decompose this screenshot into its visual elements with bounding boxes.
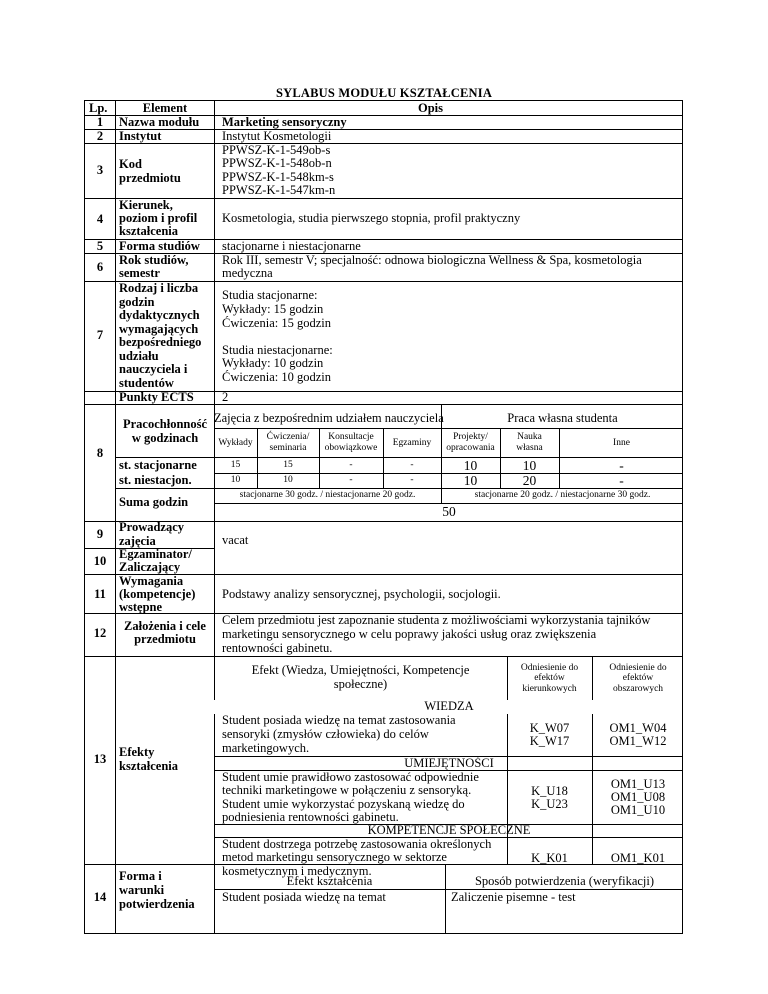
contact-hours-sum: stacjonarne 30 godz. / niestacjonarne 20 godz. bbox=[239, 490, 416, 500]
hours-value: Ćwiczenia: 15 godzin bbox=[222, 316, 331, 330]
effects-header: Efekt (Wiedza, Umiejętności, Kompetencje bbox=[251, 663, 470, 677]
row-14-label: warunki bbox=[119, 883, 165, 897]
skills-area-ref: OM1_U10 bbox=[610, 803, 666, 817]
module-name: Marketing sensoryczny bbox=[222, 115, 347, 129]
skills-direction-ref: K_U23 bbox=[531, 797, 568, 811]
skills-effect: Student umie wykorzystać pozyskaną wiedzę do bbox=[222, 797, 465, 811]
col-consultations: obowiązkowe bbox=[324, 443, 378, 453]
social-competence-effect: metod marketingu sensorycznego w sektorze bbox=[222, 850, 447, 864]
col-exams: Egzaminy bbox=[392, 438, 432, 448]
non-stationary-label: st. niestacjon. bbox=[119, 473, 192, 487]
st-value: - bbox=[349, 460, 353, 470]
knowledge-direction-ref: K_W17 bbox=[529, 734, 570, 748]
area-reference-header: Odniesienie do bbox=[609, 663, 667, 673]
row-4-label: Kierunek, bbox=[119, 198, 173, 212]
st-value: 10 bbox=[463, 458, 478, 473]
skills-effect: podniesienia rentowności gabinetu. bbox=[222, 810, 399, 824]
direction-reference-header: kierunkowych bbox=[522, 684, 577, 694]
row-1-number: 1 bbox=[96, 115, 104, 129]
col-consultations: Konsultacje bbox=[328, 432, 374, 442]
row-11-label: wstępne bbox=[119, 600, 163, 614]
row-7-number: 7 bbox=[96, 328, 104, 342]
hours-value: Studia stacjonarne: bbox=[222, 288, 318, 302]
year-semester-value: medyczna bbox=[222, 266, 273, 280]
course-code: PPWSZ-K-1-549ob-s bbox=[222, 143, 331, 157]
social-area-ref: OM1_K01 bbox=[610, 851, 666, 865]
hours-value: Ćwiczenia: 10 godzin bbox=[222, 370, 331, 384]
prerequisites-value: Podstawy analizy sensorycznej, psychologii, socjologii. bbox=[222, 587, 501, 601]
row-11-label: Wymagania bbox=[119, 574, 184, 588]
col-projects: Projekty/ bbox=[453, 432, 488, 442]
row-9-number: 9 bbox=[96, 527, 104, 541]
objectives-value: rentowności gabinetu. bbox=[222, 641, 333, 655]
st-value: 15 bbox=[283, 460, 293, 470]
row-1-label: Nazwa modułu bbox=[119, 115, 200, 129]
row-5-number: 5 bbox=[96, 239, 104, 253]
self-study-sum: stacjonarne 20 godz. / niestacjonarne 30 godz. bbox=[474, 490, 651, 500]
document-title: SYLABUS MODUŁU KSZTAŁCENIA bbox=[275, 86, 493, 100]
col-exercises: Ćwiczenia/ bbox=[266, 432, 310, 442]
verification-method: Zaliczenie pisemne - test bbox=[451, 890, 576, 904]
row-7-label: bezpośredniego bbox=[119, 335, 202, 349]
row-11-label: (kompetencje) bbox=[119, 587, 196, 601]
row-9-label: zajęcia bbox=[119, 534, 156, 548]
nst-value: 20 bbox=[522, 473, 537, 488]
course-code: PPWSZ-K-1-548km-s bbox=[222, 170, 334, 184]
course-code: PPWSZ-K-1-548ob-n bbox=[222, 156, 332, 170]
stationary-label: st. stacjonarne bbox=[119, 458, 197, 472]
total-hours-label: Suma godzin bbox=[119, 495, 189, 509]
row-12-label: przedmiotu bbox=[134, 632, 196, 646]
nst-value: - bbox=[349, 475, 353, 485]
row-4-number: 4 bbox=[96, 212, 104, 226]
total-hours-value: 50 bbox=[442, 504, 456, 519]
row-9-label: Prowadzący bbox=[119, 520, 185, 534]
row-13-label: Efekty bbox=[119, 745, 155, 759]
row-7-label: udziału bbox=[119, 349, 159, 363]
row-5-label: Forma studiów bbox=[119, 239, 200, 253]
row-7-label: nauczyciela i bbox=[119, 362, 188, 376]
knowledge-effect: marketingowych. bbox=[222, 741, 310, 755]
skills-effect: techniki marketingowe w połączeniu z sensoryką. bbox=[222, 783, 472, 797]
objectives-value: Celem przedmiotu jest zapoznanie studenta z możliwościami wykorzystania tajników bbox=[222, 613, 651, 627]
row-4-label: poziom i profil bbox=[119, 211, 198, 225]
row-10-label: Zaliczający bbox=[119, 560, 181, 574]
verification-effect-header: Efekt kształcenia bbox=[286, 874, 373, 888]
row-14-label: potwierdzenia bbox=[119, 897, 195, 911]
effects-header: społeczne) bbox=[333, 677, 388, 691]
col-self-learning: własna bbox=[516, 443, 543, 453]
ects-value: 2 bbox=[222, 390, 229, 404]
row-3-number: 3 bbox=[96, 163, 104, 177]
row-3-label: Kod bbox=[119, 157, 142, 171]
st-value: - bbox=[410, 460, 414, 470]
social-competence-effect: kosmetycznym i medycznym. bbox=[222, 864, 372, 878]
row-6-label: Rok studiów, bbox=[119, 253, 189, 267]
year-semester-value: Rok III, semestr V; specjalność: odnowa biologiczna Wellness & Spa, kosmetologia bbox=[222, 253, 642, 267]
row-7-label: studentów bbox=[119, 376, 174, 390]
social-direction-ref: K_K01 bbox=[531, 851, 568, 865]
course-code: PPWSZ-K-1-547km-n bbox=[222, 183, 336, 197]
row-8-number: 8 bbox=[96, 446, 104, 460]
row-14-label: Forma i bbox=[119, 869, 162, 883]
nst-value: - bbox=[619, 473, 624, 488]
skills-heading: UMIEJĘTNOŚCI bbox=[404, 756, 494, 770]
row-13-number: 13 bbox=[93, 752, 107, 766]
header-element: Element bbox=[142, 101, 188, 115]
row-3-label: przedmiotu bbox=[119, 171, 181, 185]
skills-area-ref: OM1_U13 bbox=[610, 777, 666, 791]
st-value: - bbox=[619, 458, 624, 473]
row-2-label: Instytut bbox=[119, 129, 162, 143]
field-of-study-value: Kosmetologia, studia pierwszego stopnia, profil praktyczny bbox=[222, 211, 521, 225]
knowledge-effect: sensoryki (zmysłów człowieka) do celów bbox=[222, 727, 429, 741]
row-7-label: Rodzaj i liczba bbox=[119, 281, 199, 295]
row-10-number: 10 bbox=[93, 554, 107, 568]
nst-value: 10 bbox=[283, 475, 293, 485]
col-self-learning: Nauka bbox=[517, 432, 542, 442]
header-opis: Opis bbox=[418, 101, 444, 115]
social-competence-effect: Student dostrzega potrzebę zastosowania określonych bbox=[222, 837, 492, 851]
knowledge-area-ref: OM1_W12 bbox=[609, 734, 667, 748]
header-lp: Lp. bbox=[89, 101, 108, 115]
area-reference-header: obszarowych bbox=[612, 684, 664, 694]
row-7-label: godzin bbox=[119, 295, 155, 309]
row-6-number: 6 bbox=[96, 260, 104, 274]
verification-method-header: Sposób potwierdzenia (weryfikacji) bbox=[474, 874, 655, 888]
hours-value: Wykłady: 15 godzin bbox=[222, 302, 324, 316]
row-12-label: Założenia i cele bbox=[124, 619, 206, 633]
row-10-label: Egzaminator/ bbox=[119, 547, 192, 561]
hours-value: Wykłady: 10 godzin bbox=[222, 356, 324, 370]
col-lectures: Wykłady bbox=[218, 438, 253, 448]
skills-effect: Student umie prawidłowo zastosować odpowiednie bbox=[222, 770, 479, 784]
hours-value: Studia niestacjonarne: bbox=[222, 343, 333, 357]
row-4-label: kształcenia bbox=[119, 224, 179, 238]
row-13-label: kształcenia bbox=[119, 759, 179, 773]
direction-reference-header: efektów bbox=[534, 673, 565, 683]
knowledge-heading: WIEDZA bbox=[214, 700, 683, 714]
st-value: 15 bbox=[230, 460, 241, 470]
study-form-value: stacjonarne i niestacjonarne bbox=[222, 239, 361, 253]
row-6-label: semestr bbox=[119, 266, 160, 280]
objectives-value: marketingu sensorycznego w celu poprawy jakości usług oraz zwiększenia bbox=[222, 627, 597, 641]
row-12-number: 12 bbox=[93, 626, 107, 640]
row-7-label: wymagających bbox=[119, 322, 199, 336]
knowledge-direction-ref: K_W07 bbox=[529, 721, 570, 735]
nst-value: 10 bbox=[463, 473, 478, 488]
col-exercises: seminaria bbox=[269, 443, 307, 453]
institute-value: Instytut Kosmetologii bbox=[222, 129, 332, 143]
social-competence-heading: KOMPETENCJE SPOŁECZNE bbox=[367, 823, 531, 837]
area-reference-header: efektów bbox=[622, 673, 654, 683]
col-projects: opracowania bbox=[446, 443, 495, 453]
knowledge-effect: Student posiada wiedzę na temat zastosowania bbox=[222, 713, 456, 727]
col-other: Inne bbox=[613, 438, 630, 448]
contact-hours-group: Zajęcia z bezpośrednim udziałem nauczyciela bbox=[214, 411, 444, 425]
syllabus-table bbox=[84, 100, 683, 934]
direction-reference-header: Odniesienie do bbox=[520, 663, 579, 673]
row-2-number: 2 bbox=[96, 129, 104, 143]
lecturer-value: vacat bbox=[222, 533, 249, 547]
skills-direction-ref: K_U18 bbox=[531, 784, 568, 798]
st-value: 10 bbox=[522, 458, 537, 473]
ects-label: Punkty ECTS bbox=[119, 390, 194, 404]
self-study-group: Praca własna studenta bbox=[507, 411, 618, 425]
skills-area-ref: OM1_U08 bbox=[610, 790, 666, 804]
row-7-label: dydaktycznych bbox=[119, 308, 200, 322]
row-14-number: 14 bbox=[93, 890, 107, 904]
verification-effect: Student posiada wiedzę na temat bbox=[222, 890, 386, 904]
knowledge-area-ref: OM1_W04 bbox=[609, 721, 667, 735]
nst-value: 10 bbox=[230, 475, 241, 485]
row-11-number: 11 bbox=[94, 587, 106, 601]
nst-value: - bbox=[410, 475, 414, 485]
row-8-label: Pracochłonność bbox=[122, 417, 208, 431]
row-8-label: w godzinach bbox=[131, 431, 199, 445]
